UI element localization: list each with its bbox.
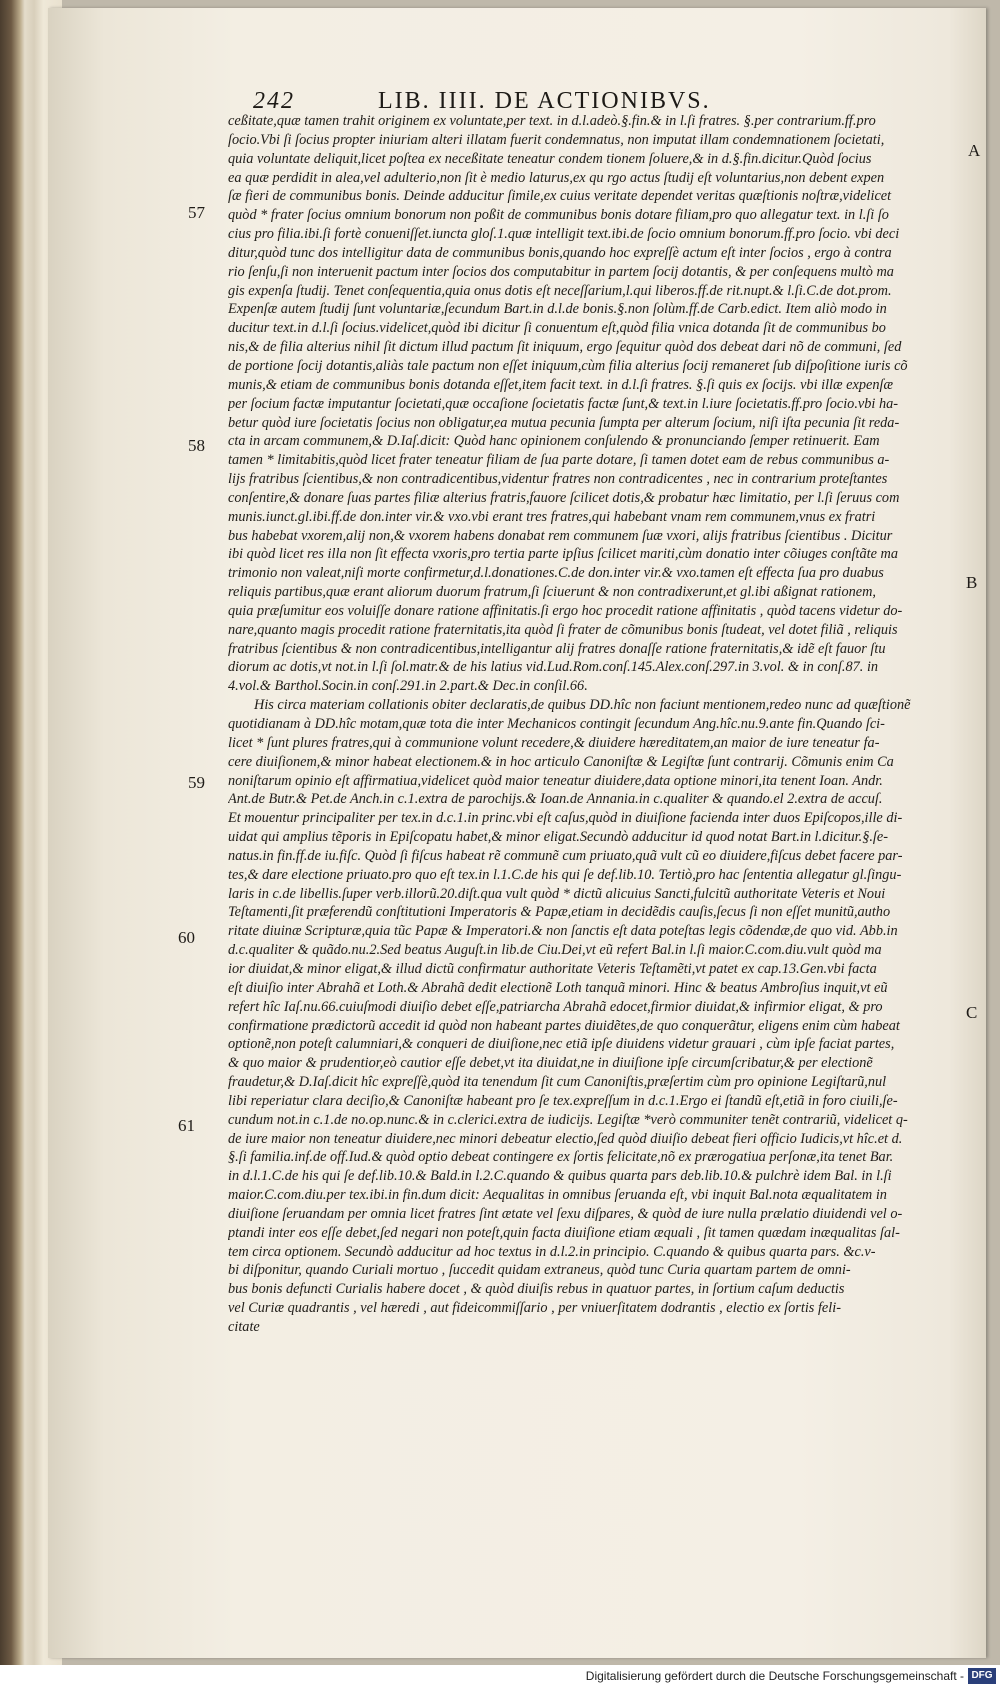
text-line: ritate diuinæ Scripturæ,quia tũc Papæ & Imperatori.& non ſanctis eſt data poteſtas legis cõdendæ,de quo vid. Abb.in [228,923,898,940]
running-title: LIB. IIII. DE ACTIONIBVS. [378,88,711,114]
text-line: §.ſi familia.inf.de off.Iud.& quòd optio debeat contingere ex ſortis felicitate,nõ ex prærogatiua perſonæ,ita tenet Bar. [228,1149,894,1166]
text-line: Ant.de Butr.& Pet.de Anch.in c.1.extra de parochijs.& Ioan.de Annania.in c.qualiter & quando.el 2.extra de accuſ. [228,791,883,808]
text-line: betur quòd iure ſocietatis ſocius non obligatur,ea mutua pecunia ſumpta per alterum ſocium, niſi iſta pecunia ſit reda- [228,414,900,431]
text-line: nare,quanto magis procedit ratione fraternitatis,ita quòd ſi frater de cõmunibus bonis ſtudeat, vel dotet filiã , reliquis [228,621,898,638]
text-line: uidat qui amplius tẽporis in Epiſcopatu habet,& minor eligat.Secundò adducitur id quod notat Bart.in l.dicitur.§.ſe- [228,829,889,846]
text-line: conſentire,& donare ſuas partes filiæ alterius fratris,fauore ſcilicet dotis,& probatur hæc limitatio, per l.ſi ſeruus com [228,489,900,506]
text-line: quia præſumitur eos voluiſſe donare ratione affinitatis.ſi ergo hoc procedit ratione affinitatis , quòd tacens videtur do- [228,602,903,619]
text-line: ibi quòd licet res illa non ſit effecta vxoris,pro tertia parte ipſius ſcilicet mariti,cùm donatio inter cõiuges conſtãte ma [228,546,899,563]
text-line: diorum ac dotis,vt not.in l.ſi ſol.matr.& de his latius vid.Lud.Rom.conſ.145.Alex.conſ.297.in 3.vol. & in conſ.87. in [228,659,879,676]
footer-bar [0,1665,1000,1689]
margin-letter: A [968,141,981,160]
text-line: fratribus ſcientibus & non contradicentibus,intelligantur alij fratres donaſſe ratione fraternitatis,& idẽ eſt fauor ſtu [228,640,886,657]
text-line: natus.in fin.ff.de iu.fiſc. Quòd ſi fiſcus habeat rẽ communẽ cum priuato,quã vult cũ eo diuidere,fiſcus debet facere par- [228,847,903,864]
margin-number: 57 [188,203,205,222]
text-line: bus habebat vxorem,alij non,& vxorem habens donabat rem communem ſuæ vxori, alijs fratribus ſcientibus . Dicitur [228,527,893,544]
text-line: cundum not.in c.1.de no.op.nunc.& in c.clerici.extra de iudicijs. Legiſtæ *verò communiter tenẽt contrariũ, videlicet q- [228,1111,908,1128]
text-line: cere diuiſionem,& minor habeat electionem.& in hoc articulo Canoniſtæ & Legiſtæ ſunt contrarij. Cõmunis enim Ca [228,753,894,770]
text-line: bus bonis defuncti Curialis habere docet , & quòd diuiſis rebus in quatuor partes, in ſortium caſum deductis [228,1281,845,1298]
text-line: quia voluntate deliquit,licet poſtea ex neceßitate teneatur condem tionem ſoluere,& in d.§.fin.dicitur.Quòd ſocius [228,150,872,167]
text-line: Teſtamenti,ſit præferendũ conſtitutioni Imperatoris & Papæ,etiam in decidẽdis cauſis,ſecus ſi non eſſet munitũ,autho [228,904,891,921]
dfg-logo: DFG [968,1668,996,1684]
text-line: laris in c.de libellis.ſuper verb.illorũ.20.diſt.qua vult quòd * dictũ alicuius Sancti,fulcitũ authoritate Veteris et Noui [228,885,886,902]
page-number: 242 [253,88,295,114]
margin-number: 59 [188,773,205,792]
text-line: ea quæ perdidit in alea,vel adulterio,non ſit è medio laturus,ex qu rgo actus ſtudij eſt voluntarius,non debent expen [228,169,885,186]
text-line: rio ſenſu,ſi non interuenit pactum inter ſocios dos computabitur in partem ſocij dotantis, & per conſequens multò ma [228,263,894,280]
margin-letter: C [966,1003,978,1022]
text-line: gis expenſa ſtudij. Tenet conſequentia,quia onus dotis eſt neceſſarium,l.qui liberos.ff.de rit.nupt.& l.ſi.C.de dot.prom. [228,282,892,299]
text-line: Expenſæ autem ſtudij ſunt voluntariæ,ſecundum Bart.in d.l.de bonis.§.non ſolùm.ff.de Carb.edict. Item aliò modo in [228,301,887,318]
text-line: quotidianam à DD.hîc motam,quæ tota die inter Mechanicos contingit ſecundum Ang.hîc.nu.9.ante fin.Quando ſci- [228,716,885,732]
text-line: cius pro filia.ibi.ſi fortè conueniſſet.iuncta gloſ.1.quæ intelligit text.ibi.de ſocio omnium bonorum.ff.pro ſocio. vbi deci [228,226,900,243]
text-line: optionẽ,non poteſt calumniari,& conqueri de diuiſione,nec etiã ipſe diuidens videtur grauari , cùm ipſe faciat partes, [228,1036,895,1053]
body-text [228,112,952,1337]
text-line: tes,& dare electione priuato.pro quo eſt tex.in l.1.C.de his qui ſe def.lib.10. Tertiò,pro hac ſententia allegatur gl.ſingu- [228,866,902,883]
text-line: ditur,quòd tunc dos intelligitur data de communibus bonis,quando hoc expreſſè actum eſt inter ſocios , ergo à contra [228,244,892,261]
text-line: vel Curiæ quadrantis , vel hæredi , aut fideicommiſſario , per vniuerſitatem dodrantis , electio ex ſortis feli- [228,1300,841,1317]
text-line: ducitur text.in d.l.ſi ſocius.videlicet,quòd ibi dicitur ſi conuentum eſt,quòd filia vnica dotanda ſit de communibus bo [228,320,886,337]
text-line: nis,& de filia alterius nihil ſit dictum illud pactum ſit iniquum, ergo ſequitur quòd dos debeat dari nõ de communi, ſed [228,339,902,356]
text-line: ſæ fieri de communibus bonis. Deinde adducitur ſimile,ex cuius veritate dependet veritas quæſtionis noſtræ,videlicet [228,188,892,205]
text-line: ſocio.Vbi ſi ſocius propter iniuriam alteri illatam fuerit condemnatus, non imputat illam condemnationem ſocietati, [228,131,885,148]
text-line: munis.iunct.gl.ibi.ff.de don.inter vir.& vxo.vbi erant tres fratres,qui habebant vnam rem communem,vnus ex fratri [228,508,876,525]
text-line: d.c.qualiter & quãdo.nu.2.Sed beatus Auguſt.in lib.de Ciu.Dei,vt eũ refert Bal.in l.ſi maior.C.com.diu.vult quòd ma [228,942,882,959]
text-line: bi diſponitur, quando Curiali mortuo , ſuccedit quidam extraneus, quòd tunc Curia quartam partem de omni- [228,1262,851,1279]
text-line: de portione ſocij dotantis,aliàs tale pactum non eſſet iniquum,cùm filia alterius ſocij remaneret ſub diſpoſitione iuris cõ [228,357,908,374]
text-line: diuiſione ſeruandam per omnia licet fratres ſint ætate vel ſexu diſpares, & quòd de iure nulla prælatio diuidendi vel o- [228,1205,903,1222]
text-line: ptandi inter eos eſſe debet,ſed negari non poteſt,quin facta diuiſione etiam æquali , ſit tamen quædam inæqualitas ſal- [228,1224,900,1241]
text-line: ior diuidat,& minor eligat,& illud dictũ confirmatur authoritate Veteris Teſtamẽti,vt patet ex cap.13.Gen.vbi facta [228,960,877,977]
text-line: lijs fratribus ſcientibus,& non contradicentibus,videntur fratres non contradicentes , nec in contrarium proteſtantes [228,471,888,488]
footer-credit: Digitalisierung gefördert durch die Deutsche Forschungsgemeinschaft - [585,1669,964,1683]
text-line: licet * ſunt plures fratres,qui à communione volunt recedere,& diuidere hæreditatem,an maior de iure teneatur fa- [228,734,880,751]
margin-letter: B [966,573,978,592]
margin-number: 61 [178,1116,195,1135]
text-line: Et mouentur principaliter per tex.in d.c.1.in princ.vbi eſt caſus,quòd in diuiſione facienda inter duos Epiſcopos,ille di- [228,810,903,827]
text-line: 4.vol.& Barthol.Socin.in conſ.291.in 2.part.& Dec.in conſil.66. [228,678,588,695]
margin-number: 60 [178,928,195,947]
text-line: tem circa optionem. Secundò adducitur ad hoc textus in d.l.2.in principio. C.quando & quibus quarta pars. &c.v- [228,1243,876,1260]
text-line: noniſtarum opinio eſt affirmatiua,videlicet quòd maior teneatur diuidere,data optione minori,ita tenent Ioan. Andr. [228,772,883,789]
text-line: per ſocium factæ imputantur ſocietati,quæ occaſione ſocietatis factæ ſunt,& text.in l.iure ſocietatis.ff.pro ſocio.vbi ha- [228,395,899,412]
text-line: citate [228,1319,260,1335]
text-line: reliquis partibus,quæ erant aliorum duorum fratrum,ſi ſciuerunt & non contradixerunt,et gl.ibi aßignat rationem, [228,584,876,601]
text-line: trimonio non valeat,niſi morte confirmetur,d.l.donationes.C.de don.inter vir.& vxo.tamen eſt effecta ſua pro duabus [228,565,884,582]
text-line: maior.C.com.diu.per tex.ibi.in fin.dum dicit: Aequalitas in omnibus ſeruanda eſt, vbi inquit Bal.nota æqualitatem in [228,1187,887,1204]
text-line: libi reperiatur clara deciſio,& Canoniſtæ habeant pro ſe tex.expreſſum in d.c.1.Ergo ei ſtandũ eſt,etiã in foro ciuili,ſe- [228,1092,898,1109]
text-line: confirmatione prædictorũ accedit id quòd non habeant partes diuidẽtes,de quo conquerãtur, eligens enim cùm habeat [228,1017,900,1034]
text-line: eſt diuiſio inter Abrahã et Loth.& Abrahã dedit electionẽ Loth tanquã minori. Hinc & beatus Ambroſius inquit,vt eũ [228,979,888,996]
text-line: tamen * limitabitis,quòd licet frater teneatur filiam de ſua parte dotare, ſi tamen dotet eam de rebus communibus a- [228,452,890,469]
text-line: cta in arcam communem,& D.Iaſ.dicit: Quòd hanc opinionem conſulendo & pronunciando ſemper retinuerit. Eam [228,433,880,450]
text-line: ceßitate,quæ tamen trahit originem ex voluntate,per text. in d.l.adeò.§.fin.& in l.ſi fratres. §.per contrarium.ff.pro [228,113,876,129]
text-line: refert hîc Iaſ.nu.66.cuiuſmodi diuiſio debet eſſe,patriarcha Abrahã edocet,firmior diuidat,& infirmior eligat, & pro [228,998,883,1015]
text-line: munis,& etiam de communibus bonis dotanda eſſet,item facit text. in d.l.ſi fratres. §.ſi quis ex ſocijs. vbi illæ expenſæ [228,376,893,393]
text-line: & quo maior & prudentior,eò cautior eſſe debet,vt ita diuidat,ne in diuiſione ipſe circumſcribatur,& per electionẽ [228,1055,873,1072]
text-line: de iure maior non teneatur diuidere,nec minori debeatur electio,ſed quòd diuiſio debeat fieri officio Iudicis,vt hîc.et d. [228,1130,903,1147]
margin-number: 58 [188,436,205,455]
text-line: fraudetur,& D.Iaſ.dicit hîc expreſſè,quòd ita tenendum ſit cum Canoniſtis,præſertim cùm pro opinione Legiſtarũ,nul [228,1074,887,1091]
text-line: His circa materiam collationis obiter declaratis,de quibus DD.hîc non faciunt mentionem,redeo nunc ad quæſtionẽ [254,697,911,714]
text-line: quòd * frater ſocius omnium bonorum non poßit de communibus bonis dotare filiam,pro quo allegatur text. in l.ſi ſo [228,207,889,224]
text-line: in d.l.1.C.de his qui ſe def.lib.10.& Bald.in l.2.C.quando & quibus quarta pars deb.lib.10.& pulchrè idem Bal. in l.ſi [228,1168,892,1185]
